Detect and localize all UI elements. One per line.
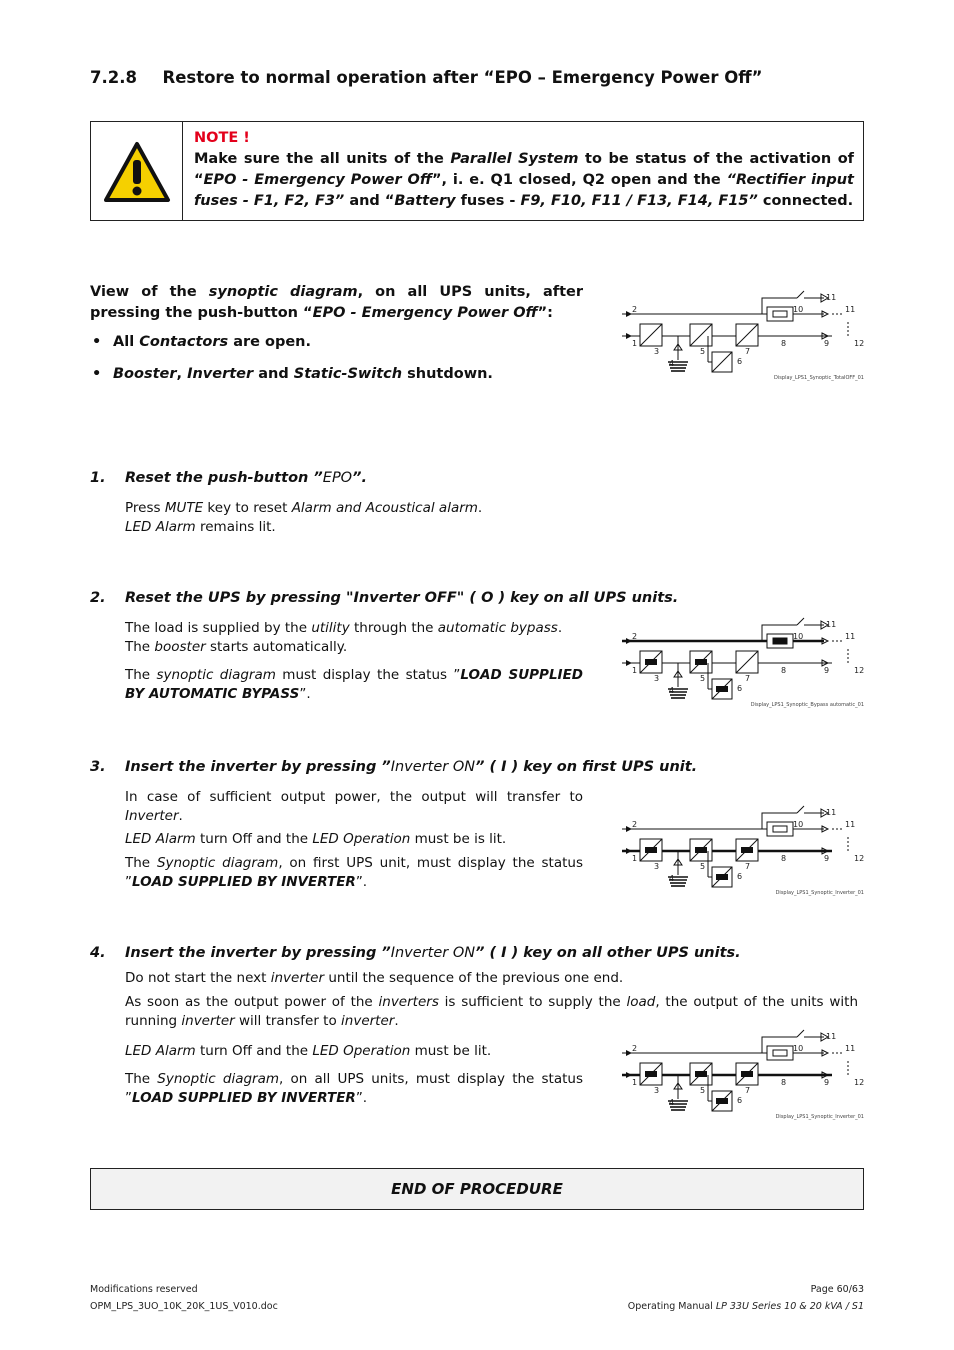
diagram-label-7: 7	[745, 862, 751, 871]
diagram-label-8: 8	[781, 854, 787, 863]
switch-10	[797, 806, 804, 813]
diagram-label-3: 3	[654, 862, 660, 871]
intro-paragraph: View of the synoptic diagram, on all UPS units, after pressing the push-button “EPO - Emergency Power Off”:	[90, 284, 583, 321]
step-3-number: 3.	[90, 759, 106, 775]
end-of-procedure-label: END OF PROCEDURE	[391, 1180, 563, 1198]
diagram-label-1: 1	[632, 339, 638, 348]
charger-active	[716, 1098, 728, 1104]
diagram-label-6: 6	[737, 357, 743, 366]
diagram-label-11: 11	[845, 305, 856, 314]
diagram-label-11: 11	[845, 1044, 856, 1053]
diagram-label-10: 10	[793, 305, 804, 314]
booster-block-active	[695, 1071, 707, 1077]
step-2-number: 2.	[90, 590, 106, 606]
end-of-procedure-box	[90, 1168, 864, 1210]
diagram-label-7: 7	[745, 347, 751, 356]
diagram-label-11: 11	[826, 293, 837, 302]
diagram-label-11: 11	[845, 632, 856, 641]
inverter-block-active	[741, 847, 753, 853]
diagram-label-5: 5	[700, 1086, 706, 1095]
rectifier-block-active	[645, 659, 657, 665]
switch-10	[797, 618, 804, 625]
booster-block-active	[695, 847, 707, 853]
diagram-label-12: 12	[854, 666, 865, 675]
step-3-heading: Insert the inverter by pressing ”Inverter ON” ( I ) key on first UPS unit.	[125, 759, 698, 775]
diagram-label-9: 9	[824, 339, 830, 348]
diagram-label-11: 11	[826, 808, 837, 817]
section-heading	[90, 68, 762, 87]
diagram-label-2: 2	[632, 820, 638, 829]
synoptic-diagram-3	[612, 805, 866, 897]
diagram-label-9: 9	[824, 666, 830, 675]
diagram-label-3: 3	[654, 674, 660, 683]
synoptic-svg	[612, 617, 866, 709]
diagram-label-2: 2	[632, 632, 638, 641]
footer-filename: OPM_LPS_3UO_10K_20K_1US_V010.doc	[90, 1301, 278, 1312]
step-4-heading: Insert the inverter by pressing ”Inverter ON” ( I ) key on all other UPS units.	[125, 945, 741, 961]
note-title: NOTE !	[194, 130, 250, 146]
footer-page-number: Page 60/63	[810, 1284, 864, 1295]
diagram-caption: Display_LPS1_Synoptic_TotalOFF_01	[774, 375, 864, 381]
diagram-label-12: 12	[854, 339, 865, 348]
static-switch-indicator	[773, 638, 787, 644]
step-4-line-1: Do not start the next inverter until the sequence of the previous one end.	[125, 970, 624, 986]
synoptic-svg	[612, 1029, 866, 1121]
diagram-label-2: 2	[632, 305, 638, 314]
synoptic-diagram-1	[612, 290, 866, 382]
warning-triangle-icon	[102, 140, 172, 204]
diagram-label-4: 4	[669, 874, 675, 883]
step-2-heading: Reset the UPS by pressing "Inverter OFF" ( O ) key on all UPS units.	[125, 590, 679, 606]
section-number: 7.2.8	[90, 68, 137, 87]
diagram-label-11: 11	[826, 1032, 837, 1041]
step-4-number: 4.	[90, 945, 106, 961]
diagram-label-1: 1	[632, 1078, 638, 1087]
diagram-caption: Display_LPS1_Synoptic_Inverter_01	[775, 890, 864, 896]
inverter-block-active	[741, 1071, 753, 1077]
diagram-label-8: 8	[781, 1078, 787, 1087]
static-switch-indicator	[773, 311, 787, 317]
diagram-caption: Display_LPS1_Synoptic_Bypass automatic_01	[750, 702, 864, 708]
charger-active	[716, 686, 728, 692]
synoptic-svg	[612, 290, 866, 382]
static-switch-indicator	[773, 826, 787, 832]
diagram-label-6: 6	[737, 684, 743, 693]
synoptic-diagram-4	[612, 1029, 866, 1121]
diagram-label-5: 5	[700, 347, 706, 356]
diagram-label-7: 7	[745, 674, 751, 683]
diagram-caption: Display_LPS1_Synoptic_Inverter_01	[775, 1114, 864, 1120]
diagram-label-1: 1	[632, 854, 638, 863]
step-1-body: Press MUTE key to reset Alarm and Acoustical alarm. LED Alarm remains lit.	[125, 500, 483, 535]
diagram-label-12: 12	[854, 854, 865, 863]
note-icon-cell	[91, 122, 183, 220]
step-1-title: 1.	[90, 470, 106, 486]
synoptic-diagram-2	[612, 617, 866, 709]
footer-modifications: Modifications reserved	[90, 1284, 198, 1295]
diagram-label-9: 9	[824, 1078, 830, 1087]
diagram-label-5: 5	[700, 674, 706, 683]
diagram-label-4: 4	[669, 1098, 675, 1107]
section-title: Restore to normal operation after “EPO – Emergency Power Off”	[162, 68, 763, 87]
switch-10	[797, 291, 804, 298]
diagram-label-4: 4	[669, 686, 675, 695]
charger-active	[716, 874, 728, 880]
rectifier-block-active	[645, 1071, 657, 1077]
step-2-body: The load is supplied by the utility through the automatic bypass. The booster starts automatically. The synoptic diagram must display the status ”LOAD SUPPLIED BY AUTOMATIC BYPASS”.	[125, 620, 583, 702]
rectifier-block-active	[645, 847, 657, 853]
diagram-label-6: 6	[737, 872, 743, 881]
synoptic-svg	[612, 805, 866, 897]
diagram-label-6: 6	[737, 1096, 743, 1105]
diagram-label-8: 8	[781, 666, 787, 675]
static-switch-indicator	[773, 1050, 787, 1056]
note-box	[90, 121, 864, 221]
diagram-label-1: 1	[632, 666, 638, 675]
diagram-label-3: 3	[654, 347, 660, 356]
diagram-label-11: 11	[826, 620, 837, 629]
switch-10	[797, 1030, 804, 1037]
step-1-heading: Reset the push-button ”EPO”.	[125, 470, 367, 486]
diagram-label-3: 3	[654, 1086, 660, 1095]
diagram-label-10: 10	[793, 820, 804, 829]
booster-block-active	[695, 659, 707, 665]
diagram-label-12: 12	[854, 1078, 865, 1087]
diagram-label-10: 10	[793, 632, 804, 641]
diagram-label-9: 9	[824, 854, 830, 863]
diagram-label-4: 4	[669, 359, 675, 368]
diagram-label-11: 11	[845, 820, 856, 829]
diagram-label-7: 7	[745, 1086, 751, 1095]
step-4-line-2: As soon as the output power of the inverters is sufficient to supply the load, the output of the units with running inverter will transfer to inverter.	[125, 994, 858, 1029]
diagram-label-2: 2	[632, 1044, 638, 1053]
step-4-body: LED Alarm turn Off and the LED Operation must be lit. The Synoptic diagram, on all UPS units, must display the status ”LOAD SUPPLIED BY INVERTER”.	[125, 1043, 584, 1106]
note-body: Make sure the all units of the Parallel System to be status of the activation of “EPO - Emergency Power Off”, i. e. Q1 closed, Q2 open and the “Rectifier input fuses - F1, F2, F3” and “Battery fuses - F9, F10, F11 / F13, F14, F15” connected.	[194, 151, 854, 209]
step-3-body: In case of sufficient output power, the output will transfer to Inverter. LED Alarm turn Off and the LED Operation must be is lit. The Synoptic diagram, on first UPS unit, must display the status ”LOAD SUPPLIED BY INVERTER”.	[125, 789, 583, 890]
note-text	[194, 128, 854, 212]
diagram-label-8: 8	[781, 339, 787, 348]
footer-manual-title: Operating Manual LP 33U Series 10 & 20 kVA / S1	[627, 1301, 864, 1312]
diagram-label-5: 5	[700, 862, 706, 871]
diagram-label-10: 10	[793, 1044, 804, 1053]
